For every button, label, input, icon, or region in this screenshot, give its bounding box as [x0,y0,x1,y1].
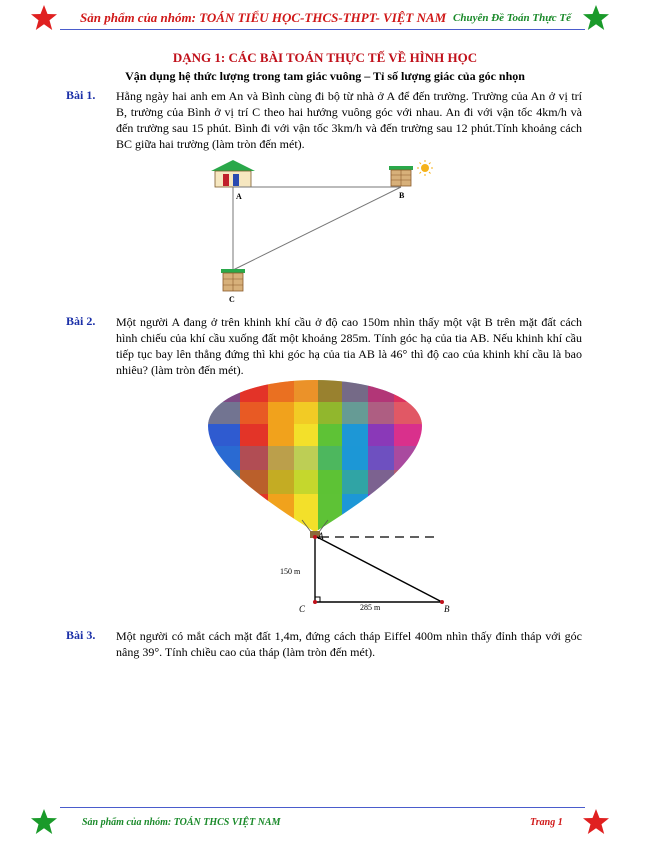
figure-2-height-label: 150 m [280,567,301,576]
problem-2-label: Bài 2. [66,314,96,328]
figure-2-label-c: C [299,604,306,614]
header-left-text: Sản phẩm của nhóm: TOÁN TIỂU HỌC-THCS-THPT- VIỆT NAM [80,10,447,25]
problem-2-text: Một người A đang ở trên khinh khí cầu ở độ cao 150m nhìn thấy một vật B trên mặt đất cách hình chiếu của khí cầu xuống đất một khoảng 285m. Tính góc hạ của tia AB. Nếu khinh khí cầu tiếp tục bay lên thẳng đứng thì khi góc hạ của tia AB là 46° thì độ cao của khinh khí cầu là bao nhiêu? (làm tròn đến mét). [116,315,582,377]
figure-2-label-a: A [318,531,324,541]
figure-1-label-c: C [229,295,235,304]
footer-page-number: Trang 1 [530,817,563,828]
figure-1-label-b: B [399,191,405,200]
sun-icon [417,160,433,176]
figure-1-label-a: A [236,192,242,201]
footer-star-left-icon [30,808,58,836]
problem-1-text: Hằng ngày hai anh em An và Bình cùng đi bộ từ nhà ở A để đến trường. Trường của An ở vị trí B, trường của Bình ở vị trí C theo hai hướng vuông góc với nhau. An đi với vận tốc 4km/h và đến trường sau 15 phút. Bình đi với vận tốc 3km/h và đến trường sau 12 phút.Tính khoảng cách BC giữa hai trường (làm tròn đến mét). [116,89,582,151]
problem-1-label: Bài 1. [66,88,96,102]
hot-air-balloon-icon [180,380,450,540]
header-star-left-icon [30,4,58,32]
school-b-icon [389,166,413,186]
segment-ab-sightline [317,537,442,602]
section-title: DẠNG 1: CÁC BÀI TOÁN THỰC TẾ VỀ HÌNH HỌC [172,50,478,65]
segment-bc [233,187,401,270]
footer-star-right-icon [582,808,610,836]
footer-rule [60,807,585,808]
figure-2-label-b: B [444,604,450,614]
header-rule [60,29,585,30]
school-c-icon [221,269,245,291]
problem-3-text: Một người có mắt cách mặt đất 1,4m, đứng cách tháp Eiffel 400m nhìn thấy đỉnh tháp với góc nâng 39°. Tính chiều cao của tháp (làm tròn đến mét). [116,629,582,659]
header-star-right-icon [582,4,610,32]
figure-1-diagram [205,158,445,308]
problem-3-label: Bài 3. [66,628,96,642]
header-right-text: Chuyên Đề Toán Thực Tế [453,12,572,24]
house-icon [211,160,255,187]
figure-2-diagram [180,380,480,618]
figure-2-base-label: 285 m [360,603,381,612]
section-subtitle: Vận dụng hệ thức lượng trong tam giác vuông – Tỉ số lượng giác của góc nhọn [125,69,525,83]
footer-left-text: Sản phẩm của nhóm: TOÁN THCS VIỆT NAM [82,817,281,828]
